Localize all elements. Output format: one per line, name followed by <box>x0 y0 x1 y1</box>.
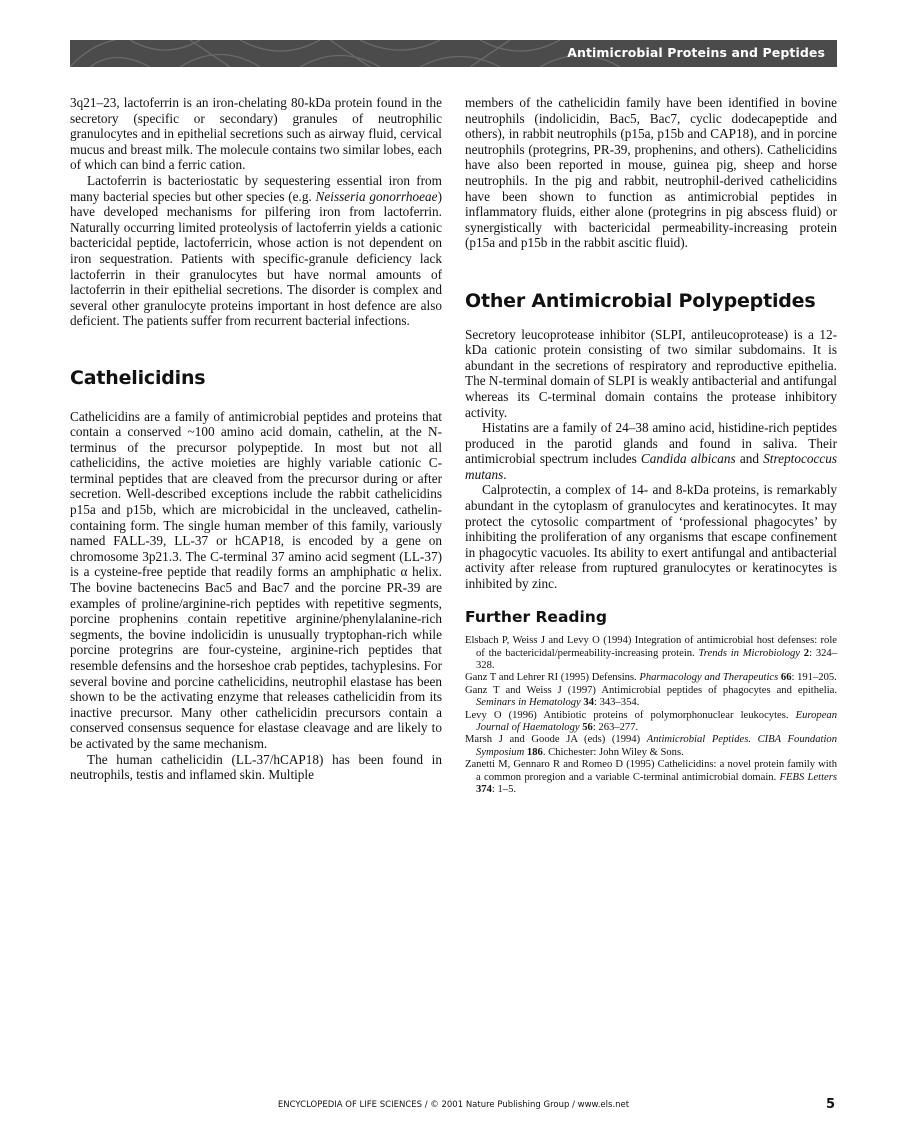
reference-authors: Levy O (1996) Antibiotic proteins of polymorphonuclear leukocytes. <box>465 709 796 721</box>
paragraph-cathelicidin-members: members of the cathelicidin family have been identified in bovine neutrophils (indolicidin, Bac5, Bac7, cyclic dodecapeptide and others), in rabbit neutrophils (p15a, p15b and CAP18), and in porcine neutrophils (protegrins, PR-39, prophenins, and others). Cathelicidins have also been reported in mouse, guinea pig, sheep and horse neutrophils. In the pig and rabbit, neutrophil-derived cathelicidins have been shown to function as antimicrobial peptides in inflammatory fluids, either alone (protegrins in pig abscess fluid) or synergistically with bactericidal permeability-increasing protein (p15a and p15b in the rabbit ascitic fluid). <box>465 95 837 251</box>
reference-volume: 2 <box>800 647 810 659</box>
species-name: Neisseria gonorrhoeae <box>315 188 438 204</box>
reference-journal: Seminars in Hematology <box>476 697 581 709</box>
further-reading-heading: Further Reading <box>465 607 607 626</box>
reference-item <box>465 685 837 710</box>
reference-authors: Ganz T and Weiss J (1997) Antimicrobial peptides of phagocytes and epithelia. <box>465 684 837 696</box>
paragraph-histatins <box>465 420 837 482</box>
running-header <box>70 40 837 67</box>
reference-journal: Trends in Microbiology <box>698 647 801 659</box>
reference-volume: 56 <box>579 722 593 734</box>
reference-volume: 186 <box>524 746 543 758</box>
section-heading-other-polypeptides: Other Antimicrobial Polypeptides <box>465 289 816 312</box>
text-run: Histatins are a family of 24–38 amino acid, histidine-rich peptides produced in the parotid glands and found in saliva. Their antimicrobial spectrum includes <box>465 420 837 467</box>
reference-authors: Elsbach P, Weiss J and Levy O (1994) Integration of antimicrobial host defenses: role of the bactericidal/permeability-increasing protein. <box>465 635 837 659</box>
reference-volume: 66 <box>778 672 792 684</box>
header-title: Antimicrobial Proteins and Peptides <box>567 45 825 60</box>
reference-list <box>465 635 837 796</box>
reference-pages: : 343–354. <box>594 697 640 709</box>
text-run: . <box>503 466 507 482</box>
reference-item <box>465 635 837 672</box>
reference-pages: : 1–5. <box>491 784 517 796</box>
reference-journal: Antimicrobial Peptides. CIBA Foundation Symposium <box>476 734 837 758</box>
species-name: Streptococcus mutans <box>465 451 837 482</box>
paragraph-calprotectin: Calprotectin, a complex of 14- and 8-kDa proteins, is remarkably abundant in the cytoplasm of granulocytes and keratinocytes. It may protect the cytosolic compartment of ‘professional phagocytes’ by inhibiting the proliferation of any organisms that escape confinement in phagocytic vacuoles. Its ability to exert antifungal and antibacterial activity after release from ruptured granulocytes or keratinocytes is inhibited by zinc. <box>465 482 837 592</box>
left-column <box>70 95 442 783</box>
text-run: and <box>735 451 764 467</box>
reference-authors: Ganz T and Lehrer RI (1995) Defensins. <box>465 672 640 684</box>
reference-pages: : 191–205. <box>791 672 837 684</box>
text-run: Lactoferrin is bacteriostatic by sequestering essential iron from many bacterial species but other species (e.g. <box>70 172 442 204</box>
reference-volume: 374 <box>476 784 492 796</box>
reference-item <box>465 759 837 796</box>
paragraph-lactoferrin-intro: 3q21–23, lactoferrin is an iron-chelating 80-kDa protein found in the secretory (specific or secondary) granules of neutrophilic granulocytes and in epithelial secretions such as airway fluid, cervical mucus and breast milk. The molecule contains two similar lobes, each of which can bind a ferric cation. <box>70 95 442 173</box>
reference-pages: : 324–328. <box>476 647 838 672</box>
reference-journal: Pharmacology and Therapeutics <box>639 672 779 684</box>
paragraph-lactoferrin-bacteriostatic <box>70 173 442 329</box>
section-heading-cathelicidins: Cathelicidins <box>70 366 206 389</box>
text-run: ) have developed mechanisms for pilfering iron from lactoferrin. Naturally occurring limited proteolysis of lactoferrin yields a cationic bactericidal peptide, lactoferricin, whose action is not dependent on iron sequestration. Patients with specific-granule deficiency lack lactoferrin in their granulocytes but have normal amounts of lactoferrin in their epithelial secretions. The disorder is complex and several other granulocyte proteins important in host defence are also deficient. The patients suffer from recurrent bacterial infections. <box>70 188 442 329</box>
reference-item <box>465 710 837 735</box>
reference-volume: 34 <box>580 697 594 709</box>
paragraph-cathelicidins: Cathelicidins are a family of antimicrobial peptides and proteins that contain a conserved ~100 amino acid domain, cathelin, at the N-terminus of the precursor polypeptide. In most but not all cathelicidins, the active moieties are highly variable cationic C-terminal peptides that are cleaved from the precursor during or after secretion. Well-described exceptions include the rabbit cathelicidins p15a and p15b, which are microbicidal in the uncleaved, cathelin-containing form. The single human member of this family, variously named FALL-39, LL-37 or hCAP18, is encoded by a gene on chromosome 3p21.3. The C-terminal 37 amino acid segment (LL-37) is a cysteine-free peptide that readily forms an amphiphatic α helix. The bovine bactenecins Bac5 and Bac7 and the porcine PR-39 are examples of proline/arginine-rich peptides with repetitive segments, porcine prophenins contain repetitive arginine/phenylalanine-rich segments, the bovine indolicidin is unusually tryptophan-rich while porcine protegrins are four-cysteine, arginine-rich peptides that resemble defensins and the horseshoe crab peptides, tachyplesins. For several bovine and porcine cathelicidins, neutrophil elastase has been shown to be the activating enzyme that releases cathelicidin from its inactive precursor. Many other cathelicidin precursors contain a conserved consensus sequence for elastase cleavage and are likely to be activated by the same mechanism. <box>70 408 442 751</box>
reference-pages: . Chichester: John Wiley & Sons. <box>542 746 684 758</box>
reference-journal: FEBS Letters <box>779 771 837 783</box>
species-name: Candida albicans <box>640 451 736 467</box>
reference-journal: European Journal of Haematology <box>476 709 837 734</box>
page-number: 5 <box>826 1097 836 1112</box>
reference-item <box>465 672 837 684</box>
page-footer: ENCYCLOPEDIA OF LIFE SCIENCES / © 2001 Nature Publishing Group / www.els.net <box>277 1100 630 1110</box>
reference-item <box>465 734 837 759</box>
reference-authors: Marsh J and Goode JA (eds) (1994) <box>465 734 647 746</box>
right-column <box>465 95 837 797</box>
paragraph-human-cathelicidin: The human cathelicidin (LL-37/hCAP18) has been found in neutrophils, testis and inflamed skin. Multiple <box>70 751 442 783</box>
reference-pages: : 263–277. <box>592 722 639 734</box>
paragraph-slpi: Secretory leucoprotease inhibitor (SLPI, antileucoprotease) is a 12-kDa cationic protein consisting of two similar subdomains. It is abundant in the secretions of respiratory and reproductive epithelia. The N-terminal domain of SLPI is weakly antibacterial and antifungal whereas its C-terminal domain contains the protease inhibitory activity. <box>465 326 837 420</box>
reference-authors: Zanetti M, Gennaro R and Romeo D (1995) Cathelicidins: a novel protein family with a common proregion and a variable C-terminal antimicrobial domain. <box>465 759 837 783</box>
